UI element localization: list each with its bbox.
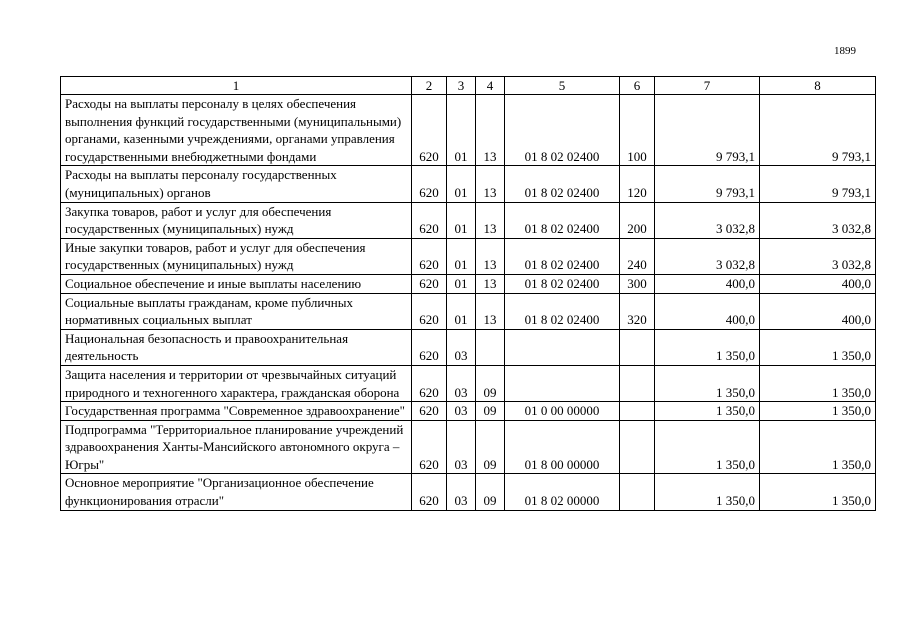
target-article-cell: 01 8 02 02400 [505,95,620,166]
subsection-cell [476,329,505,365]
amount-1-cell: 1 350,0 [655,329,760,365]
item-name-cell: Социальные выплаты гражданам, кроме публичных нормативных социальных выплат [61,293,412,329]
item-name-cell: Защита населения и территории от чрезвычайных ситуаций природного и техногенного характера, гражданская оборона [61,365,412,401]
table-row [61,365,876,401]
amount-1-cell: 1 350,0 [655,420,760,474]
item-name-cell: Иные закупки товаров, работ и услуг для обеспечения государственных (муниципальных) нужд [61,238,412,274]
target-article-cell: 01 8 02 02400 [505,274,620,293]
ministry-code-cell: 620 [412,420,447,474]
amount-2-cell: 400,0 [760,274,876,293]
item-name-cell: Подпрограмма "Территориальное планирование учреждений здравоохранения Ханты-Мансийского автономного округа – Югры" [61,420,412,474]
header-cell: 2 [412,77,447,95]
target-article-cell: 01 8 02 00000 [505,474,620,510]
ministry-code-cell: 620 [412,274,447,293]
header-cell: 4 [476,77,505,95]
target-article-cell: 01 8 02 02400 [505,202,620,238]
target-article-cell: 01 8 02 02400 [505,293,620,329]
amount-1-cell: 9 793,1 [655,95,760,166]
subsection-cell: 09 [476,402,505,421]
header-cell: 3 [447,77,476,95]
expense-type-cell [620,474,655,510]
ministry-code-cell: 620 [412,166,447,202]
amount-1-cell: 1 350,0 [655,365,760,401]
expense-type-cell [620,365,655,401]
section-cell: 03 [447,365,476,401]
expense-type-cell: 320 [620,293,655,329]
table-row [61,202,876,238]
subsection-cell: 09 [476,365,505,401]
amount-1-cell: 9 793,1 [655,166,760,202]
table-row [61,420,876,474]
table-row [61,402,876,421]
budget-table [60,76,876,511]
table-row [61,95,876,166]
expense-type-cell: 240 [620,238,655,274]
amount-2-cell: 3 032,8 [760,238,876,274]
target-article-cell [505,329,620,365]
ministry-code-cell: 620 [412,293,447,329]
amount-2-cell: 400,0 [760,293,876,329]
amount-1-cell: 400,0 [655,274,760,293]
section-cell: 01 [447,293,476,329]
expense-type-cell: 200 [620,202,655,238]
subsection-cell: 13 [476,238,505,274]
amount-2-cell: 3 032,8 [760,202,876,238]
item-name-cell: Государственная программа "Современное здравоохранение" [61,402,412,421]
section-cell: 01 [447,95,476,166]
amount-2-cell: 1 350,0 [760,365,876,401]
subsection-cell: 09 [476,420,505,474]
amount-2-cell: 9 793,1 [760,166,876,202]
amount-2-cell: 9 793,1 [760,95,876,166]
page-number: 1899 [834,45,856,57]
amount-2-cell: 1 350,0 [760,402,876,421]
header-cell: 7 [655,77,760,95]
section-cell: 03 [447,329,476,365]
amount-1-cell: 3 032,8 [655,238,760,274]
amount-1-cell: 1 350,0 [655,402,760,421]
ministry-code-cell: 620 [412,95,447,166]
header-row [61,77,876,95]
amount-2-cell: 1 350,0 [760,420,876,474]
section-cell: 01 [447,202,476,238]
table-row [61,329,876,365]
target-article-cell: 01 0 00 00000 [505,402,620,421]
header-cell: 6 [620,77,655,95]
table-row [61,166,876,202]
ministry-code-cell: 620 [412,329,447,365]
expense-type-cell: 100 [620,95,655,166]
subsection-cell: 13 [476,202,505,238]
section-cell: 01 [447,166,476,202]
subsection-cell: 13 [476,274,505,293]
section-cell: 01 [447,274,476,293]
expense-type-cell: 120 [620,166,655,202]
table-row [61,274,876,293]
expense-type-cell [620,329,655,365]
subsection-cell: 09 [476,474,505,510]
subsection-cell: 13 [476,95,505,166]
section-cell: 03 [447,402,476,421]
amount-1-cell: 400,0 [655,293,760,329]
table-row [61,474,876,510]
section-cell: 03 [447,420,476,474]
target-article-cell: 01 8 00 00000 [505,420,620,474]
amount-1-cell: 3 032,8 [655,202,760,238]
header-cell: 8 [760,77,876,95]
amount-2-cell: 1 350,0 [760,474,876,510]
expense-type-cell [620,420,655,474]
target-article-cell: 01 8 02 02400 [505,166,620,202]
amount-1-cell: 1 350,0 [655,474,760,510]
section-cell: 01 [447,238,476,274]
subsection-cell: 13 [476,293,505,329]
ministry-code-cell: 620 [412,365,447,401]
ministry-code-cell: 620 [412,402,447,421]
ministry-code-cell: 620 [412,238,447,274]
header-cell: 1 [61,77,412,95]
item-name-cell: Расходы на выплаты персоналу в целях обеспечения выполнения функций государственными (муниципальными) органами, казенными учреждениями, органами управления государственными внебюджетными фондами [61,95,412,166]
ministry-code-cell: 620 [412,202,447,238]
expense-type-cell [620,402,655,421]
item-name-cell: Социальное обеспечение и иные выплаты населению [61,274,412,293]
subsection-cell: 13 [476,166,505,202]
table-row [61,293,876,329]
table-row [61,238,876,274]
amount-2-cell: 1 350,0 [760,329,876,365]
item-name-cell: Основное мероприятие "Организационное обеспечение функционирования отрасли" [61,474,412,510]
item-name-cell: Закупка товаров, работ и услуг для обеспечения государственных (муниципальных) нужд [61,202,412,238]
ministry-code-cell: 620 [412,474,447,510]
expense-type-cell: 300 [620,274,655,293]
target-article-cell [505,365,620,401]
target-article-cell: 01 8 02 02400 [505,238,620,274]
item-name-cell: Расходы на выплаты персоналу государственных (муниципальных) органов [61,166,412,202]
header-cell: 5 [505,77,620,95]
item-name-cell: Национальная безопасность и правоохранительная деятельность [61,329,412,365]
section-cell: 03 [447,474,476,510]
